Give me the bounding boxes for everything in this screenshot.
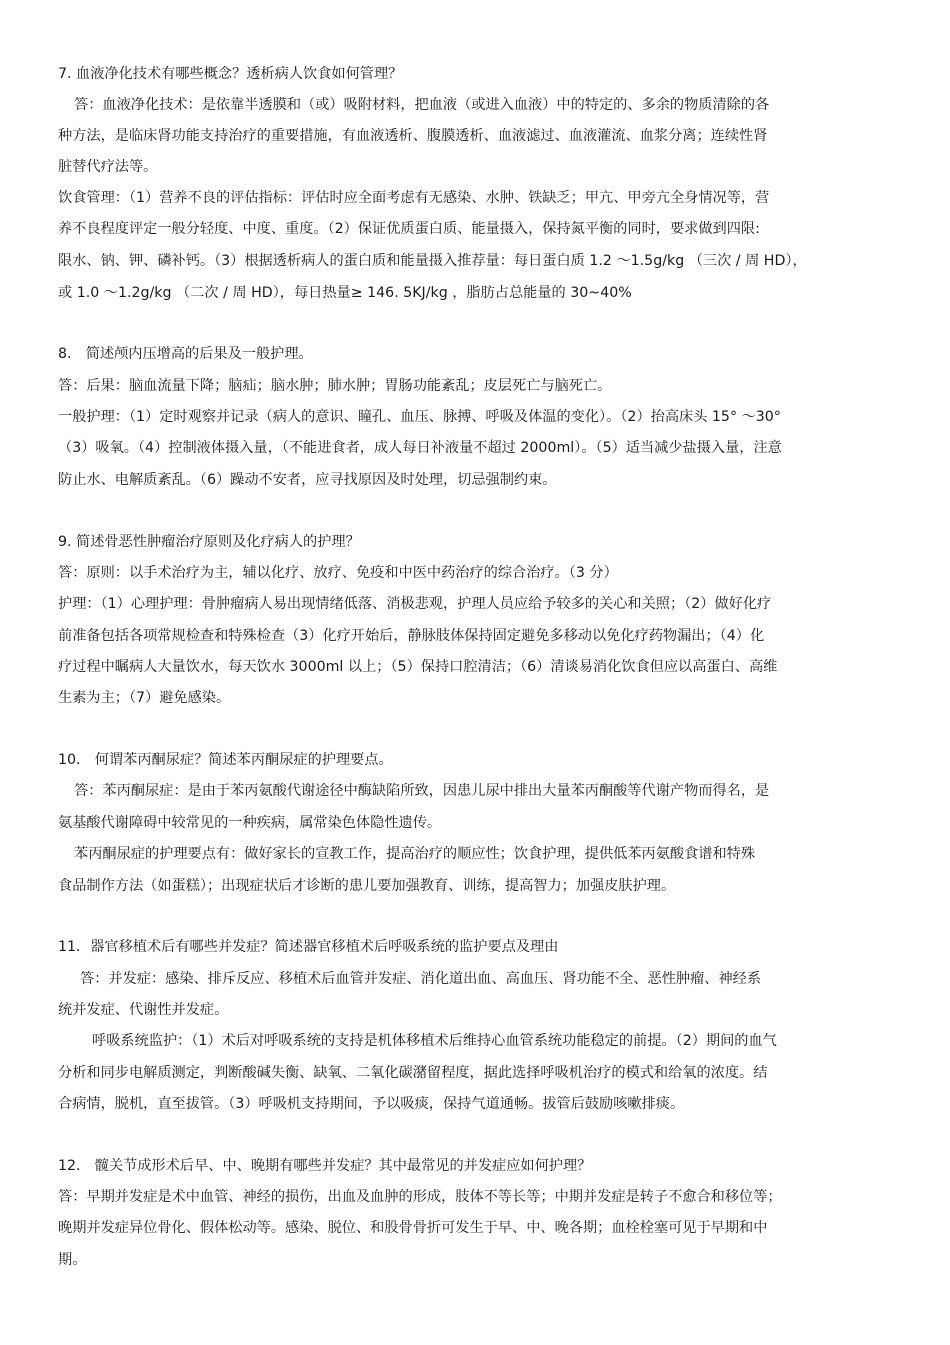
text-line: 晚期并发症异位骨化、假体松动等。感染、脱位、和股骨骨折可发生于早、中、晚各期；血栓栓塞可见于早期和中	[58, 1220, 768, 1236]
text-line: 护理：（1）心理护理：骨肿瘤病人易出现情绪低落、消极悲观，护理人员应给予较多的关心和关照；（2）做好化疗	[58, 596, 772, 612]
text-line: 前准备包括各项常规检查和特殊检查（3）化疗开始后，静脉肢体保持固定避免多移动以免化疗药物漏出；（4）化	[58, 628, 765, 644]
text-line: 答：血液净化技术：是依靠半透膜和（或）吸附材料，把血液（或进入血液）中的特定的、多余的物质清除的各	[74, 97, 770, 113]
question-8-title: 8． 简述颅内压增高的后果及一般护理。	[58, 346, 313, 362]
text-line: 期。	[58, 1252, 87, 1268]
text-line: 限水、钠、钾、磷补钙。（3）根据透析病人的蛋白质和能量摄入推荐量：每日蛋白质 1.2 ～1.5g/kg （三次 / 周 HD），	[58, 253, 807, 269]
question-9-title: 9. 简述骨恶性肿瘤治疗原则及化疗病人的护理？	[58, 534, 360, 550]
question-7-title: 7. 血液净化技术有哪些概念？透析病人饮食如何管理？	[58, 66, 403, 82]
text-line: 氨基酸代谢障碍中较常见的一种疾病，属常染色体隐性遗传。	[58, 815, 442, 831]
text-line: 防止水、电解质紊乱。（6）躁动不安者，应寻找原因及时处理，切忌强制约束。	[58, 472, 557, 488]
text-line: 统并发症、代谢性并发症。	[58, 1002, 229, 1018]
text-line: 答：并发症：感染、排斥反应、移植术后血管并发症、消化道出血、高血压、肾功能不全、恶性肿瘤、神经系	[80, 971, 762, 987]
text-line: 一般护理：（1）定时观察并记录（病人的意识、瞳孔、血压、脉搏、呼吸及体温的变化）。（2）抬高床头 15° ～30°	[58, 409, 781, 425]
text-line: 食品制作方法（如蛋糕）；出现症状后才诊断的患儿要加强教育、训练，提高智力；加强皮肤护理。	[58, 878, 676, 894]
text-line: 饮食管理：（1）营养不良的评估指标：评估时应全面考虑有无感染、水肿、铁缺乏；甲亢、甲旁亢全身情况等，营	[58, 190, 770, 206]
text-line: 种方法，是临床肾功能支持治疗的重要措施，有血液透析、腹膜透析、血液滤过、血液灌流、血浆分离；连续性肾	[58, 128, 768, 144]
text-line: 答：原则：以手术治疗为主，辅以化疗、放疗、免疫和中医中药治疗的综合治疗。（3 分）	[58, 565, 618, 581]
text-line: 疗过程中瞩病人大量饮水，每天饮水 3000ml 以上；（5）保持口腔清洁；（6）清谈易消化饮食但应以高蛋白、高维	[58, 659, 778, 675]
text-line: 呼吸系统监护：（1）术后对呼吸系统的支持是机体移植术后维持心血管系统功能稳定的前提。（2）期间的血气	[92, 1033, 777, 1049]
text-line: 养不良程度评定一般分轻度、中度、重度。（2）保证优质蛋白质、能量摄入，保持氮平衡的同时，要求做到四限:	[58, 221, 760, 237]
text-line: 苯丙酮尿症的护理要点有：做好家长的宣教工作，提高治疗的顺应性；饮食护理，提供低苯丙氨酸食谱和特殊	[74, 846, 756, 862]
question-10-title: 10． 何谓苯丙酮尿症？简述苯丙酮尿症的护理要点。	[58, 752, 393, 768]
question-12-title: 12． 髋关节成形术后早、中、晚期有哪些并发症？其中最常见的并发症应如何护理？	[58, 1158, 592, 1174]
text-line: 或 1.0 ～1.2g/kg （二次 / 周 HD），每日热量≥ 146. 5KJ/kg ，脂肪占总能量的 30~40%	[58, 285, 632, 301]
text-line: 答：早期并发症是术中血管、神经的损伤，出血及血肿的形成，肢体不等长等；中期并发症是转子不愈合和移位等；	[58, 1189, 782, 1205]
text-line: 脏替代疗法等。	[58, 159, 158, 175]
question-11-title: 11．器官移植术后有哪些并发症？简述器官移植术后呼吸系统的监护要点及理由	[58, 939, 559, 955]
text-line: 分析和同步电解质测定，判断酸碱失衡、缺氧、二氧化碳潴留程度，据此选择呼吸机治疗的模式和给氧的浓度。结	[58, 1065, 768, 1081]
text-line: 生素为主；（7）避免感染。	[58, 690, 231, 706]
text-line: 答：苯丙酮尿症：是由于苯丙氨酸代谢途径中酶缺陷所致，因患儿尿中排出大量苯丙酮酸等代谢产物而得名，是	[74, 783, 770, 799]
text-line: 答：后果：脑血流量下降；脑疝；脑水肿；肺水肿；胃肠功能紊乱；皮层死亡与脑死亡。	[58, 378, 612, 394]
text-line: 合病情，脱机，直至拔管。（3）呼吸机支持期间，予以吸痰，保持气道通畅。拔管后鼓励咳嗽排痰。	[58, 1096, 685, 1112]
text-line: （3）吸氧。（4）控制液体摄入量，（不能进食者，成人每日补液量不超过 2000ml）。（5）适当减少盐摄入量，注意	[58, 440, 782, 456]
